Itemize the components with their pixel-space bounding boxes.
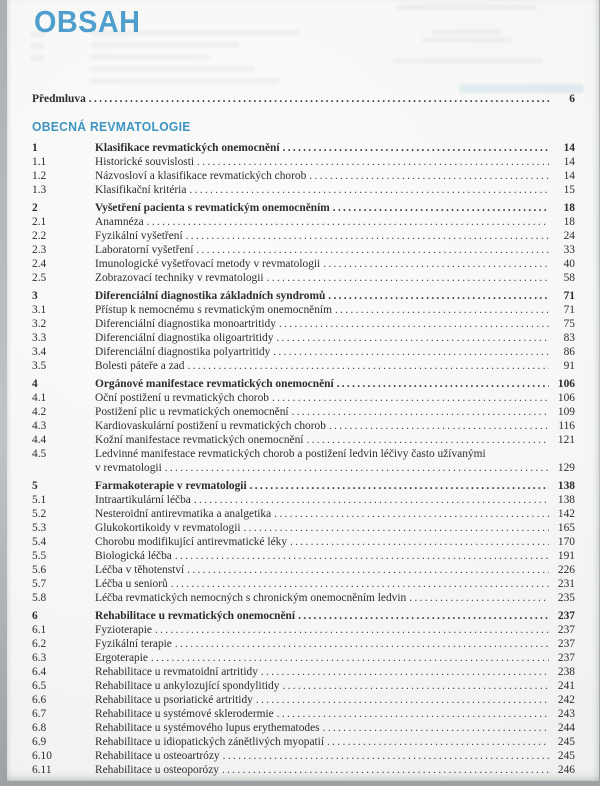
toc-entry-title: Nesteroidní antirevmatika a analgetika [95, 508, 272, 520]
toc-entry [32, 447, 575, 461]
toc-entry-title: Rehabilitace u psoriatické artritidy [95, 694, 253, 706]
toc-entry-title: Fyzioterapie [95, 624, 152, 636]
toc-entry [32, 651, 575, 665]
toc-entry-page: 170 [557, 536, 575, 548]
toc-entry-title: Biologická léčba [95, 550, 172, 562]
toc-entry [32, 735, 575, 749]
toc-entry [32, 405, 575, 419]
toc-entry-title: Glukokortikoidy v revmatologii [95, 522, 241, 534]
toc-entry-title: Léčba revmatických nemocných s chronickým onemocněním ledvin [95, 592, 407, 604]
toc-entry-title: Rehabilitace u revmatických onemocnění [95, 610, 296, 622]
toc-entry-number: 6.6 [32, 694, 47, 706]
toc-entry-title: Postižení plic u revmatických onemocnění [95, 406, 289, 418]
toc-entry-number: 6.5 [32, 680, 47, 692]
toc-entry-page: 14 [563, 156, 575, 168]
toc-entry [32, 391, 575, 405]
toc-entry-page: 15 [563, 184, 575, 196]
toc-entry-number: 1 [32, 142, 38, 154]
toc-entry-page: 75 [563, 318, 575, 330]
toc-entry-title: Fyzikální vyšetření [95, 230, 183, 242]
dot-leader [272, 391, 549, 405]
toc-entry [32, 535, 575, 549]
toc-entry-number: 3 [32, 290, 38, 302]
toc-entry-number: 5 [32, 480, 38, 492]
dot-leader [279, 317, 549, 331]
toc-entry-title: Rehabilitace u revmatoidní artritidy [95, 666, 258, 678]
toc-entry [32, 433, 575, 447]
toc-entry-number: 2 [32, 202, 38, 214]
toc-entry-number: 4.3 [32, 420, 47, 432]
toc-entry [32, 377, 575, 391]
toc-entry-number: 4.1 [32, 392, 47, 404]
toc-entry-page: 138 [557, 494, 575, 506]
toc-entry-title: Rehabilitace u ankylozující spondylitidy [95, 680, 280, 692]
toc-entry-page: 226 [557, 564, 575, 576]
toc-entry-number: 1.1 [32, 156, 47, 168]
toc-entry-title: Rehabilitace u osteoporózy [95, 764, 219, 776]
toc-entry-title: Diferenciální diagnostika oligoartritidy [95, 332, 274, 344]
toc-entry-page: 129 [557, 462, 575, 474]
toc-entry-title: Chorobu modifikující antirevmatické léky [95, 536, 288, 548]
dot-leader [165, 461, 549, 475]
toc-entry-title: Diferenciální diagnostika základních syndromů [95, 290, 326, 302]
toc-entry-number: 2.3 [32, 244, 47, 256]
toc-entry-number: 3.2 [32, 318, 47, 330]
dot-leader [194, 493, 549, 507]
toc-entry-title: Orgánové manifestace revmatických onemocnění [95, 378, 334, 390]
dot-leader [274, 507, 549, 521]
toc-entry-page: 18 [563, 216, 575, 228]
toc-entry [32, 183, 575, 197]
dot-leader [175, 637, 549, 651]
toc-entry-page: 18 [563, 202, 575, 214]
dot-leader [267, 271, 549, 285]
toc-entry-page: 116 [558, 420, 575, 432]
toc-entry [32, 623, 575, 637]
toc-entry-page: 40 [563, 258, 575, 270]
toc-entry-page: 235 [557, 592, 575, 604]
toc-entry-title: Historické souvislosti [95, 156, 195, 168]
toc-entry-page: 14 [563, 170, 575, 182]
toc-entry-number: 6.9 [32, 736, 47, 748]
toc-entry-page: 237 [557, 610, 575, 622]
toc-entry [32, 577, 575, 591]
toc-entry [32, 303, 575, 317]
toc-entry-page: 246 [557, 764, 575, 776]
toc-entry-page: 71 [563, 304, 575, 316]
dot-leader [197, 155, 549, 169]
toc-entry-number: 4.2 [32, 406, 47, 418]
toc-entry-number: 6.3 [32, 652, 47, 664]
toc-entry-page: 242 [557, 694, 575, 706]
toc-entry [32, 229, 575, 243]
toc-entry-page: 71 [563, 290, 575, 302]
toc-entry-number: 3.1 [32, 304, 47, 316]
dot-leader [188, 359, 549, 373]
toc-entry-number: 6.1 [32, 624, 47, 636]
dot-leader [327, 735, 549, 749]
dot-leader [222, 763, 549, 777]
toc-entry-page: 14 [563, 142, 575, 154]
toc-entry-title: Kardiovaskulární postižení u revmatických chorob [95, 420, 326, 432]
dot-leader [250, 479, 549, 493]
toc-entry [32, 257, 575, 271]
toc-entry-number: 6.10 [32, 750, 52, 762]
dot-leader [196, 243, 549, 257]
toc-entry-title: Rehabilitace u osteoartrózy [95, 750, 220, 762]
toc-entry-title: Oční postižení u revmatických chorob [95, 392, 269, 404]
dot-leader [409, 591, 549, 605]
toc-entry-number: 5.8 [32, 592, 47, 604]
toc-entry [32, 763, 575, 777]
toc-entry-title: Zobrazovací techniky v revmatologii [95, 272, 264, 284]
toc-entry-page: 245 [557, 736, 575, 748]
toc-entry [32, 289, 575, 303]
toc-entry [32, 549, 575, 563]
toc-entry-title: Vyšetření pacienta s revmatickým onemocněním [95, 202, 330, 214]
toc-entry-number: 6.7 [32, 708, 47, 720]
toc-entry-page: 245 [557, 750, 575, 762]
toc-entry [32, 419, 575, 433]
toc-entry [32, 493, 575, 507]
toc-entry-page: 237 [557, 624, 575, 636]
toc-entry [32, 169, 575, 183]
toc-entry-page: 106 [557, 378, 575, 390]
dot-leader [175, 549, 549, 563]
toc-entry-number: 5.3 [32, 522, 47, 534]
dot-leader [328, 289, 549, 303]
toc-entry-title: Kožní manifestace revmatických onemocnění [95, 434, 304, 446]
toc-entry-page: 6 [569, 93, 575, 105]
toc-entry-title: Diferenciální diagnostika polyartritidy [95, 346, 271, 358]
toc-entry-title: Rehabilitace u systémové sklerodermie [95, 708, 274, 720]
section-heading: OBECNÁ REVMATOLOGIE [32, 120, 191, 134]
dot-leader [306, 433, 549, 447]
toc-entry-page: 83 [563, 332, 575, 344]
dot-leader [89, 92, 549, 106]
toc-entry-page: 241 [557, 680, 575, 692]
toc-entry [32, 679, 575, 693]
toc-entry-page: 33 [563, 244, 575, 256]
toc-entry [32, 637, 575, 651]
dot-leader [187, 563, 549, 577]
toc-entry-page: 91 [563, 360, 575, 372]
toc-entry-number: 5.2 [32, 508, 47, 520]
toc-entry-title: Farmakoterapie v revmatologii [95, 480, 247, 492]
toc-entry-page: 238 [557, 666, 575, 678]
toc-entry-page: 86 [563, 346, 575, 358]
toc-entry-number: 3.3 [32, 332, 47, 344]
toc-entry-title: Laboratorní vyšetření [95, 244, 194, 256]
dot-leader [292, 405, 549, 419]
toc-entry [32, 479, 575, 493]
dot-leader [309, 169, 549, 183]
toc-entry [32, 563, 575, 577]
toc-entry-title: Přístup k nemocnému s revmatickým onemocněním [95, 304, 332, 316]
toc-entry-title: v revmatologii [95, 462, 162, 474]
toc-entry-page: 244 [557, 722, 575, 734]
dot-leader [337, 377, 549, 391]
toc-entry-number: 2.2 [32, 230, 47, 242]
toc-entry-number: 6.8 [32, 722, 47, 734]
toc-entry-page: 237 [557, 652, 575, 664]
toc-entry-number: 3.5 [32, 360, 47, 372]
toc-entry [32, 609, 575, 623]
dot-leader [256, 693, 549, 707]
toc-entry-title: Ledvinné manifestace revmatických chorob a postižení ledvin léčivy často užívanými [95, 448, 486, 460]
toc-entry-number: 5.6 [32, 564, 47, 576]
toc-entry-number: 4 [32, 378, 38, 390]
toc-entry-number: 5.1 [32, 494, 47, 506]
toc-entry [32, 359, 575, 373]
toc-entry-page: 138 [557, 480, 575, 492]
toc-entry-page: 142 [557, 508, 575, 520]
toc-list [32, 141, 575, 777]
dot-leader [335, 303, 549, 317]
toc-entry-page: 237 [557, 638, 575, 650]
toc-entry [32, 693, 575, 707]
toc-entry [32, 201, 575, 215]
toc-entry [32, 155, 575, 169]
toc-entry [32, 591, 575, 605]
scanned-page [7, 0, 599, 781]
toc-entry-number: 2.1 [32, 216, 47, 228]
toc-entry-number: 1.3 [32, 184, 47, 196]
toc-entry-title: Rehabilitace u idiopatických zánětlivých myopatií [95, 736, 325, 748]
dot-leader [171, 577, 549, 591]
toc-entry-page: 109 [557, 406, 575, 418]
dot-leader [147, 215, 549, 229]
toc-entry [32, 141, 575, 155]
dot-leader [333, 201, 549, 215]
dot-leader [329, 419, 549, 433]
toc-entry-title: Fyzikální terapie [95, 638, 172, 650]
toc-entry [32, 345, 575, 359]
page-title: OBSAH [34, 4, 141, 39]
table-of-contents [32, 92, 575, 777]
toc-entry [32, 749, 575, 763]
toc-entry [32, 721, 575, 735]
toc-entry-number: 1.2 [32, 170, 47, 182]
toc-entry-title: Léčba u seniorů [95, 578, 168, 590]
toc-entry-page: 24 [563, 230, 575, 242]
toc-entry-title: Bolesti páteře a zad [95, 360, 185, 372]
dot-leader [155, 623, 549, 637]
toc-entry-number: 5.5 [32, 550, 47, 562]
dot-leader [151, 651, 549, 665]
toc-entry-title: Předmluva [32, 93, 86, 105]
toc-entry-title: Rehabilitace u systémového lupus erythematodes [95, 722, 320, 734]
toc-entry-number: 6 [32, 610, 38, 622]
dot-leader [186, 229, 549, 243]
toc-entry-page: 106 [557, 392, 575, 404]
toc-entry-number: 4.4 [32, 434, 47, 446]
toc-entry [32, 707, 575, 721]
toc-entry-title: Imunologické vyšetřovací metody v revmatologii [95, 258, 321, 270]
dot-leader [189, 183, 549, 197]
toc-entry-number: 3.4 [32, 346, 47, 358]
toc-entry-page: 231 [557, 578, 575, 590]
toc-entry [32, 461, 575, 475]
toc-entry-number: 2.5 [32, 272, 47, 284]
toc-entry-page: 58 [563, 272, 575, 284]
toc-entry-number: 5.7 [32, 578, 47, 590]
dot-leader [223, 749, 549, 763]
toc-entry [32, 243, 575, 257]
toc-entry-number: 6.4 [32, 666, 47, 678]
toc-entry [32, 271, 575, 285]
toc-entry-number: 6.2 [32, 638, 47, 650]
toc-entry [32, 331, 575, 345]
toc-entry-title: Intraartikulární léčba [95, 494, 191, 506]
toc-entry-page: 121 [557, 434, 575, 446]
toc-entry [32, 507, 575, 521]
toc-entry-title: Názvosloví a klasifikace revmatických chorob [95, 170, 307, 182]
toc-entry-page: 191 [557, 550, 575, 562]
dot-leader [323, 257, 549, 271]
dot-leader [323, 721, 549, 735]
dot-leader [276, 331, 549, 345]
toc-entry-number: 4.5 [32, 448, 47, 460]
toc-entry [32, 215, 575, 229]
dot-leader [244, 521, 549, 535]
dot-leader [277, 707, 549, 721]
toc-entry-page: 165 [557, 522, 575, 534]
dot-leader [283, 141, 549, 155]
toc-entry [32, 317, 575, 331]
dot-leader [282, 679, 549, 693]
toc-entry-title: Anamnéza [95, 216, 144, 228]
toc-entry-title: Diferenciální diagnostika monoartritidy [95, 318, 276, 330]
toc-entry [32, 521, 575, 535]
toc-entry-title: Ergoterapie [95, 652, 148, 664]
toc-entry-page: 243 [557, 708, 575, 720]
toc-entry-title: Klasifikační kritéria [95, 184, 187, 196]
dot-leader [261, 665, 549, 679]
toc-entry-number: 5.4 [32, 536, 47, 548]
toc-entry-title: Léčba v těhotenství [95, 564, 185, 576]
toc-entry-title: Klasifikace revmatických onemocnění [95, 142, 280, 154]
toc-entry-number: 2.4 [32, 258, 47, 270]
toc-entry [32, 665, 575, 679]
toc-entry-front-matter [32, 92, 575, 106]
toc-entry-number: 6.11 [32, 764, 52, 776]
dot-leader [273, 345, 549, 359]
dot-leader [290, 535, 549, 549]
dot-leader [298, 609, 549, 623]
